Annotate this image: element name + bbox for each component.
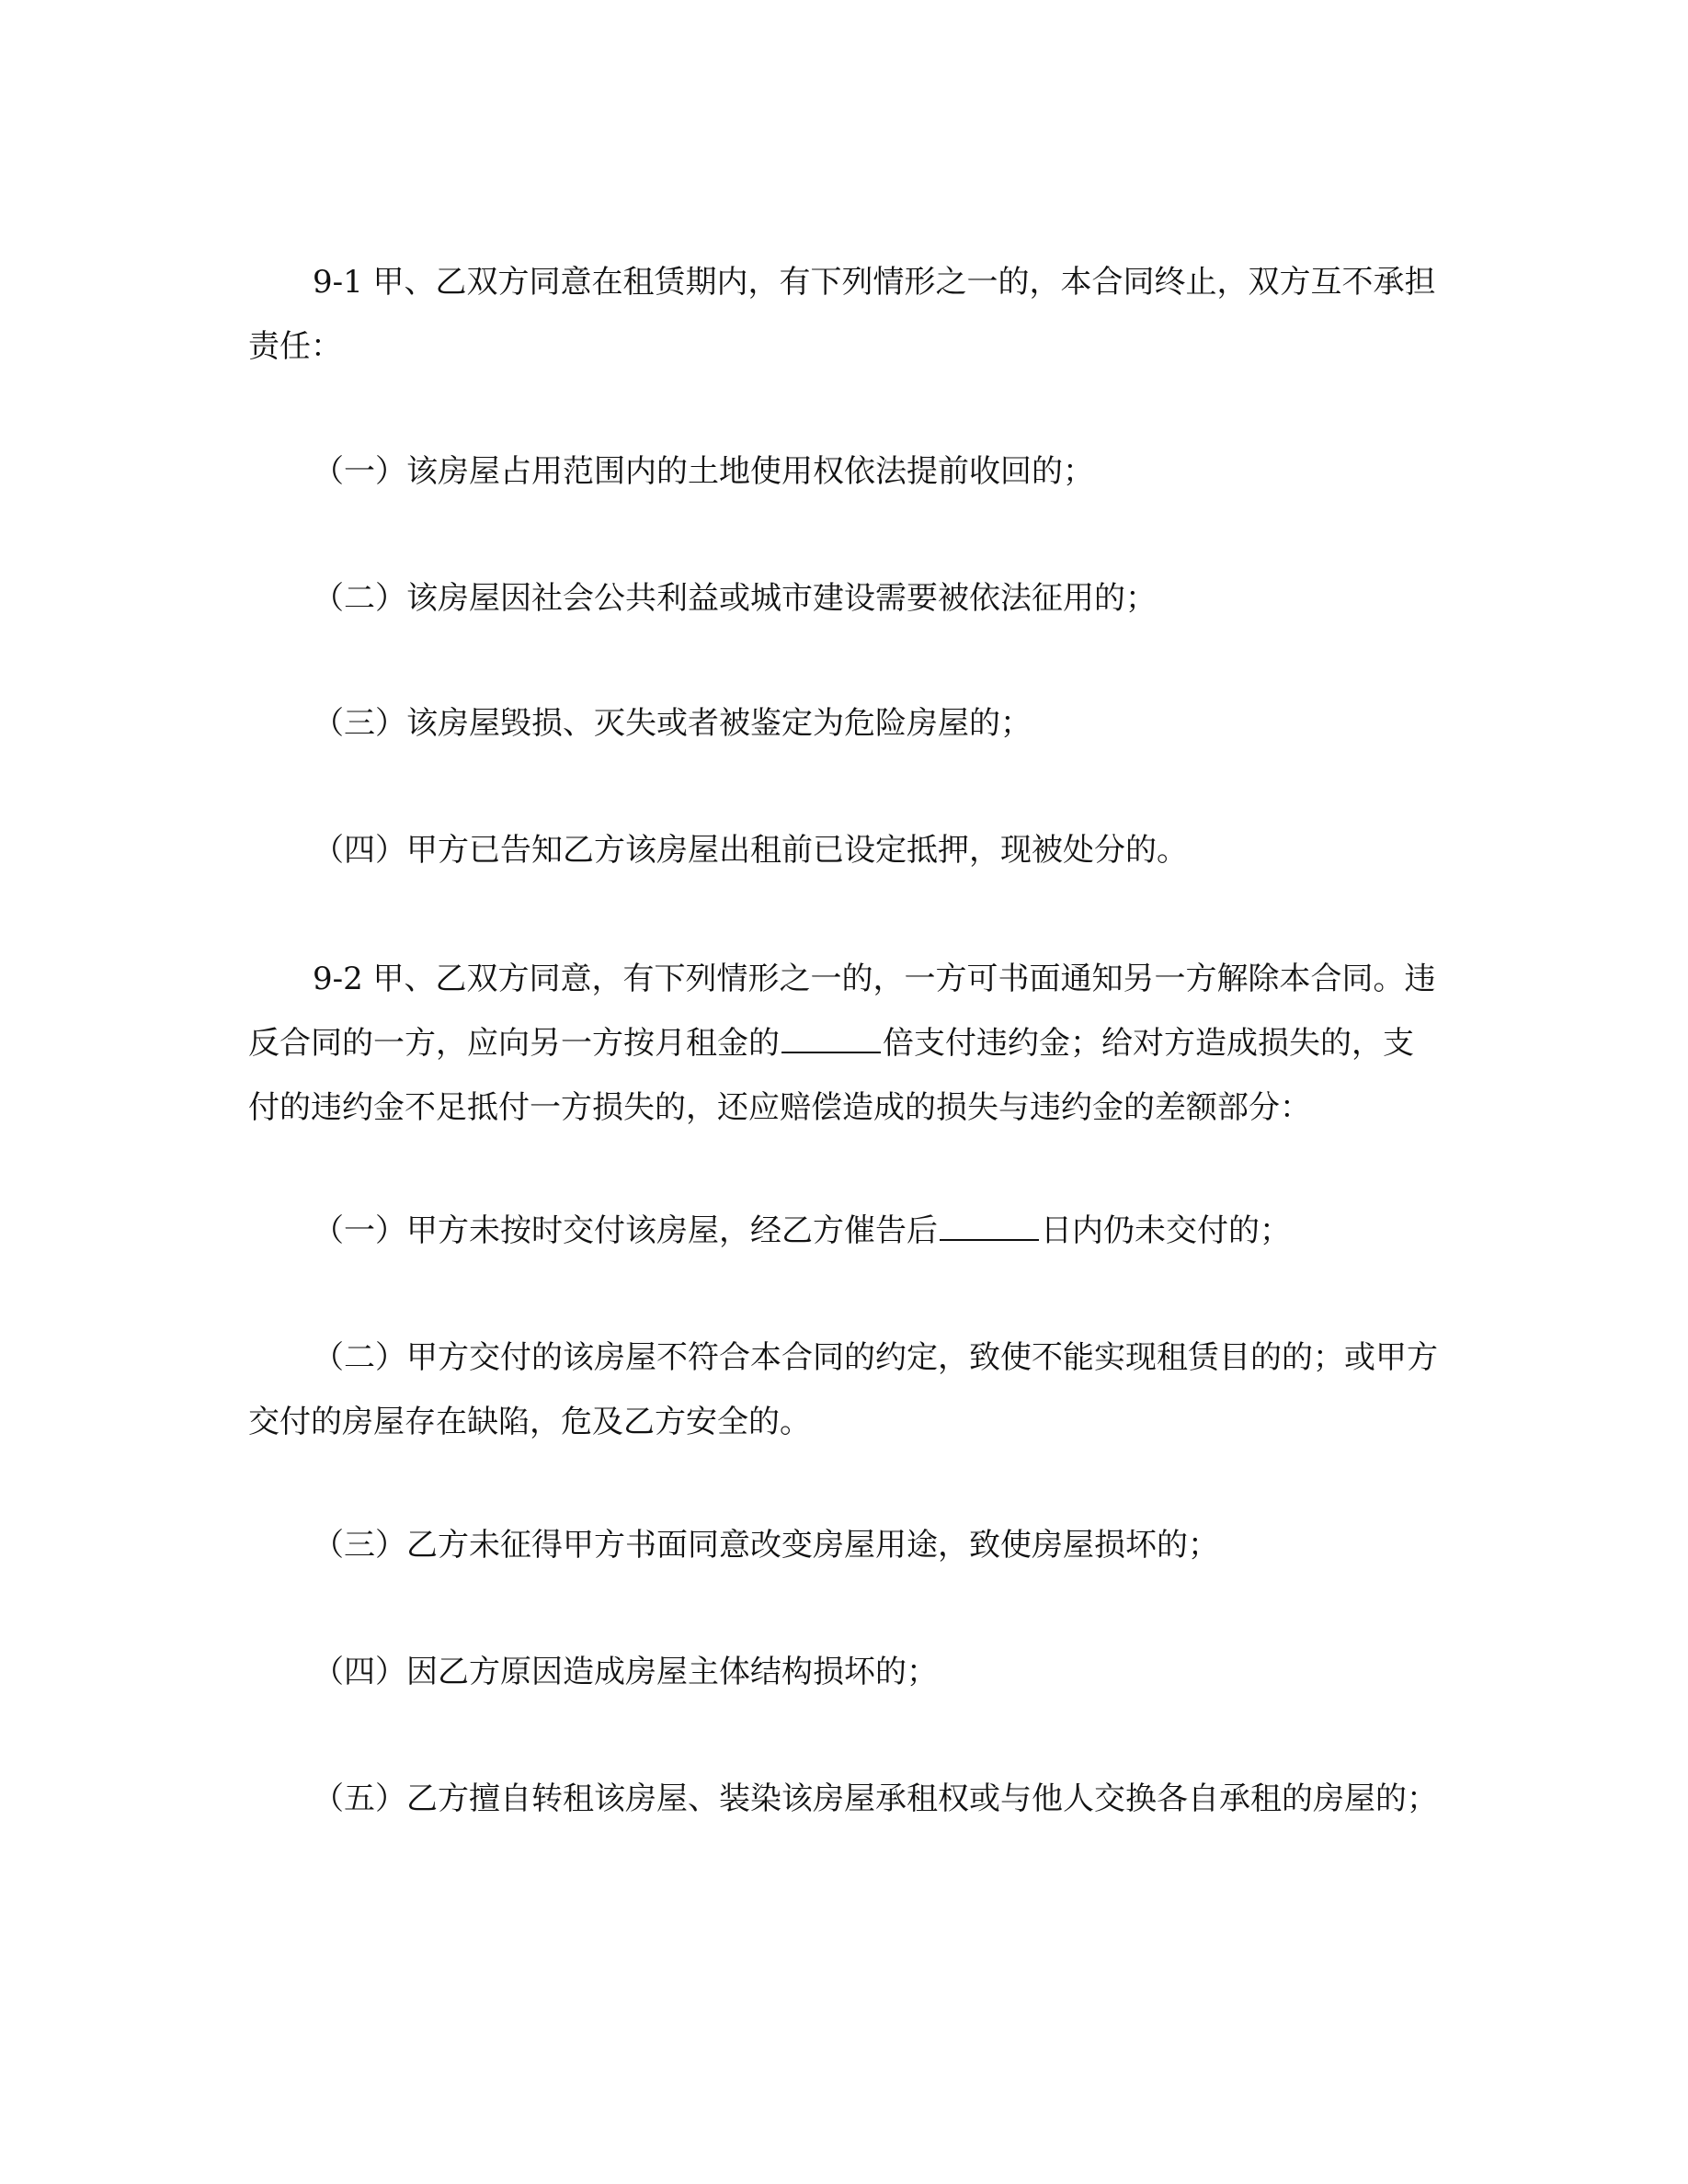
clause-9-1-item-1: （一）该房屋占用范围内的土地使用权依法提前收回的； (313, 453, 1094, 490)
clause-9-2: 9-2 甲、乙双方同意，有下列情形之一的，一方可书面通知另一方解除本合同。违反合同的一方，应向另一方按月租金的 倍支付违约金；给对方造成损失的，支付的违约金不足抵付一方损失的，还应赔偿造成的损失与违约金的差额部分： (248, 961, 1436, 1126)
clause-9-1-item-4: （四）甲方已告知乙方该房屋出租前已设定抵押，现被处分的。 (313, 832, 1188, 869)
clause-9-1-text: 9-1 甲、乙双方同意在租赁期内，有下列情形之一的，本合同终止，双方互不承担责任： (248, 264, 1436, 365)
fill-in-blank-days (940, 1211, 1039, 1241)
clause-9-2-item-1: （一）甲方未按时交付该房屋，经乙方催告后 日内仍未交付的； (313, 1212, 1291, 1249)
clause-9-2-item-4: （四）因乙方原因造成房屋主体结构损坏的； (313, 1654, 938, 1690)
clause-9-1 (248, 250, 1443, 379)
clause-9-2-item-2: （二）甲方交付的该房屋不符合本合同的约定，致使不能实现租赁目的的；或甲方交付的房屋存在缺陷，危及乙方安全的。 (248, 1339, 1438, 1440)
clause-9-2-item-3: （三）乙方未征得甲方书面同意改变房屋用途，致使房屋损坏的； (313, 1527, 1219, 1564)
fill-in-blank-multiplier (781, 1024, 881, 1053)
clause-9-1-item-2: （二）该房屋因社会公共利益或城市建设需要被依法征用的； (313, 580, 1157, 617)
clause-9-2-item-5: （五）乙方擅自转租该房屋、装染该房屋承租权或与他人交换各自承租的房屋的； (313, 1780, 1438, 1817)
clause-9-1-item-3: （三）该房屋毁损、灭失或者被鉴定为危险房屋的； (313, 705, 1032, 742)
